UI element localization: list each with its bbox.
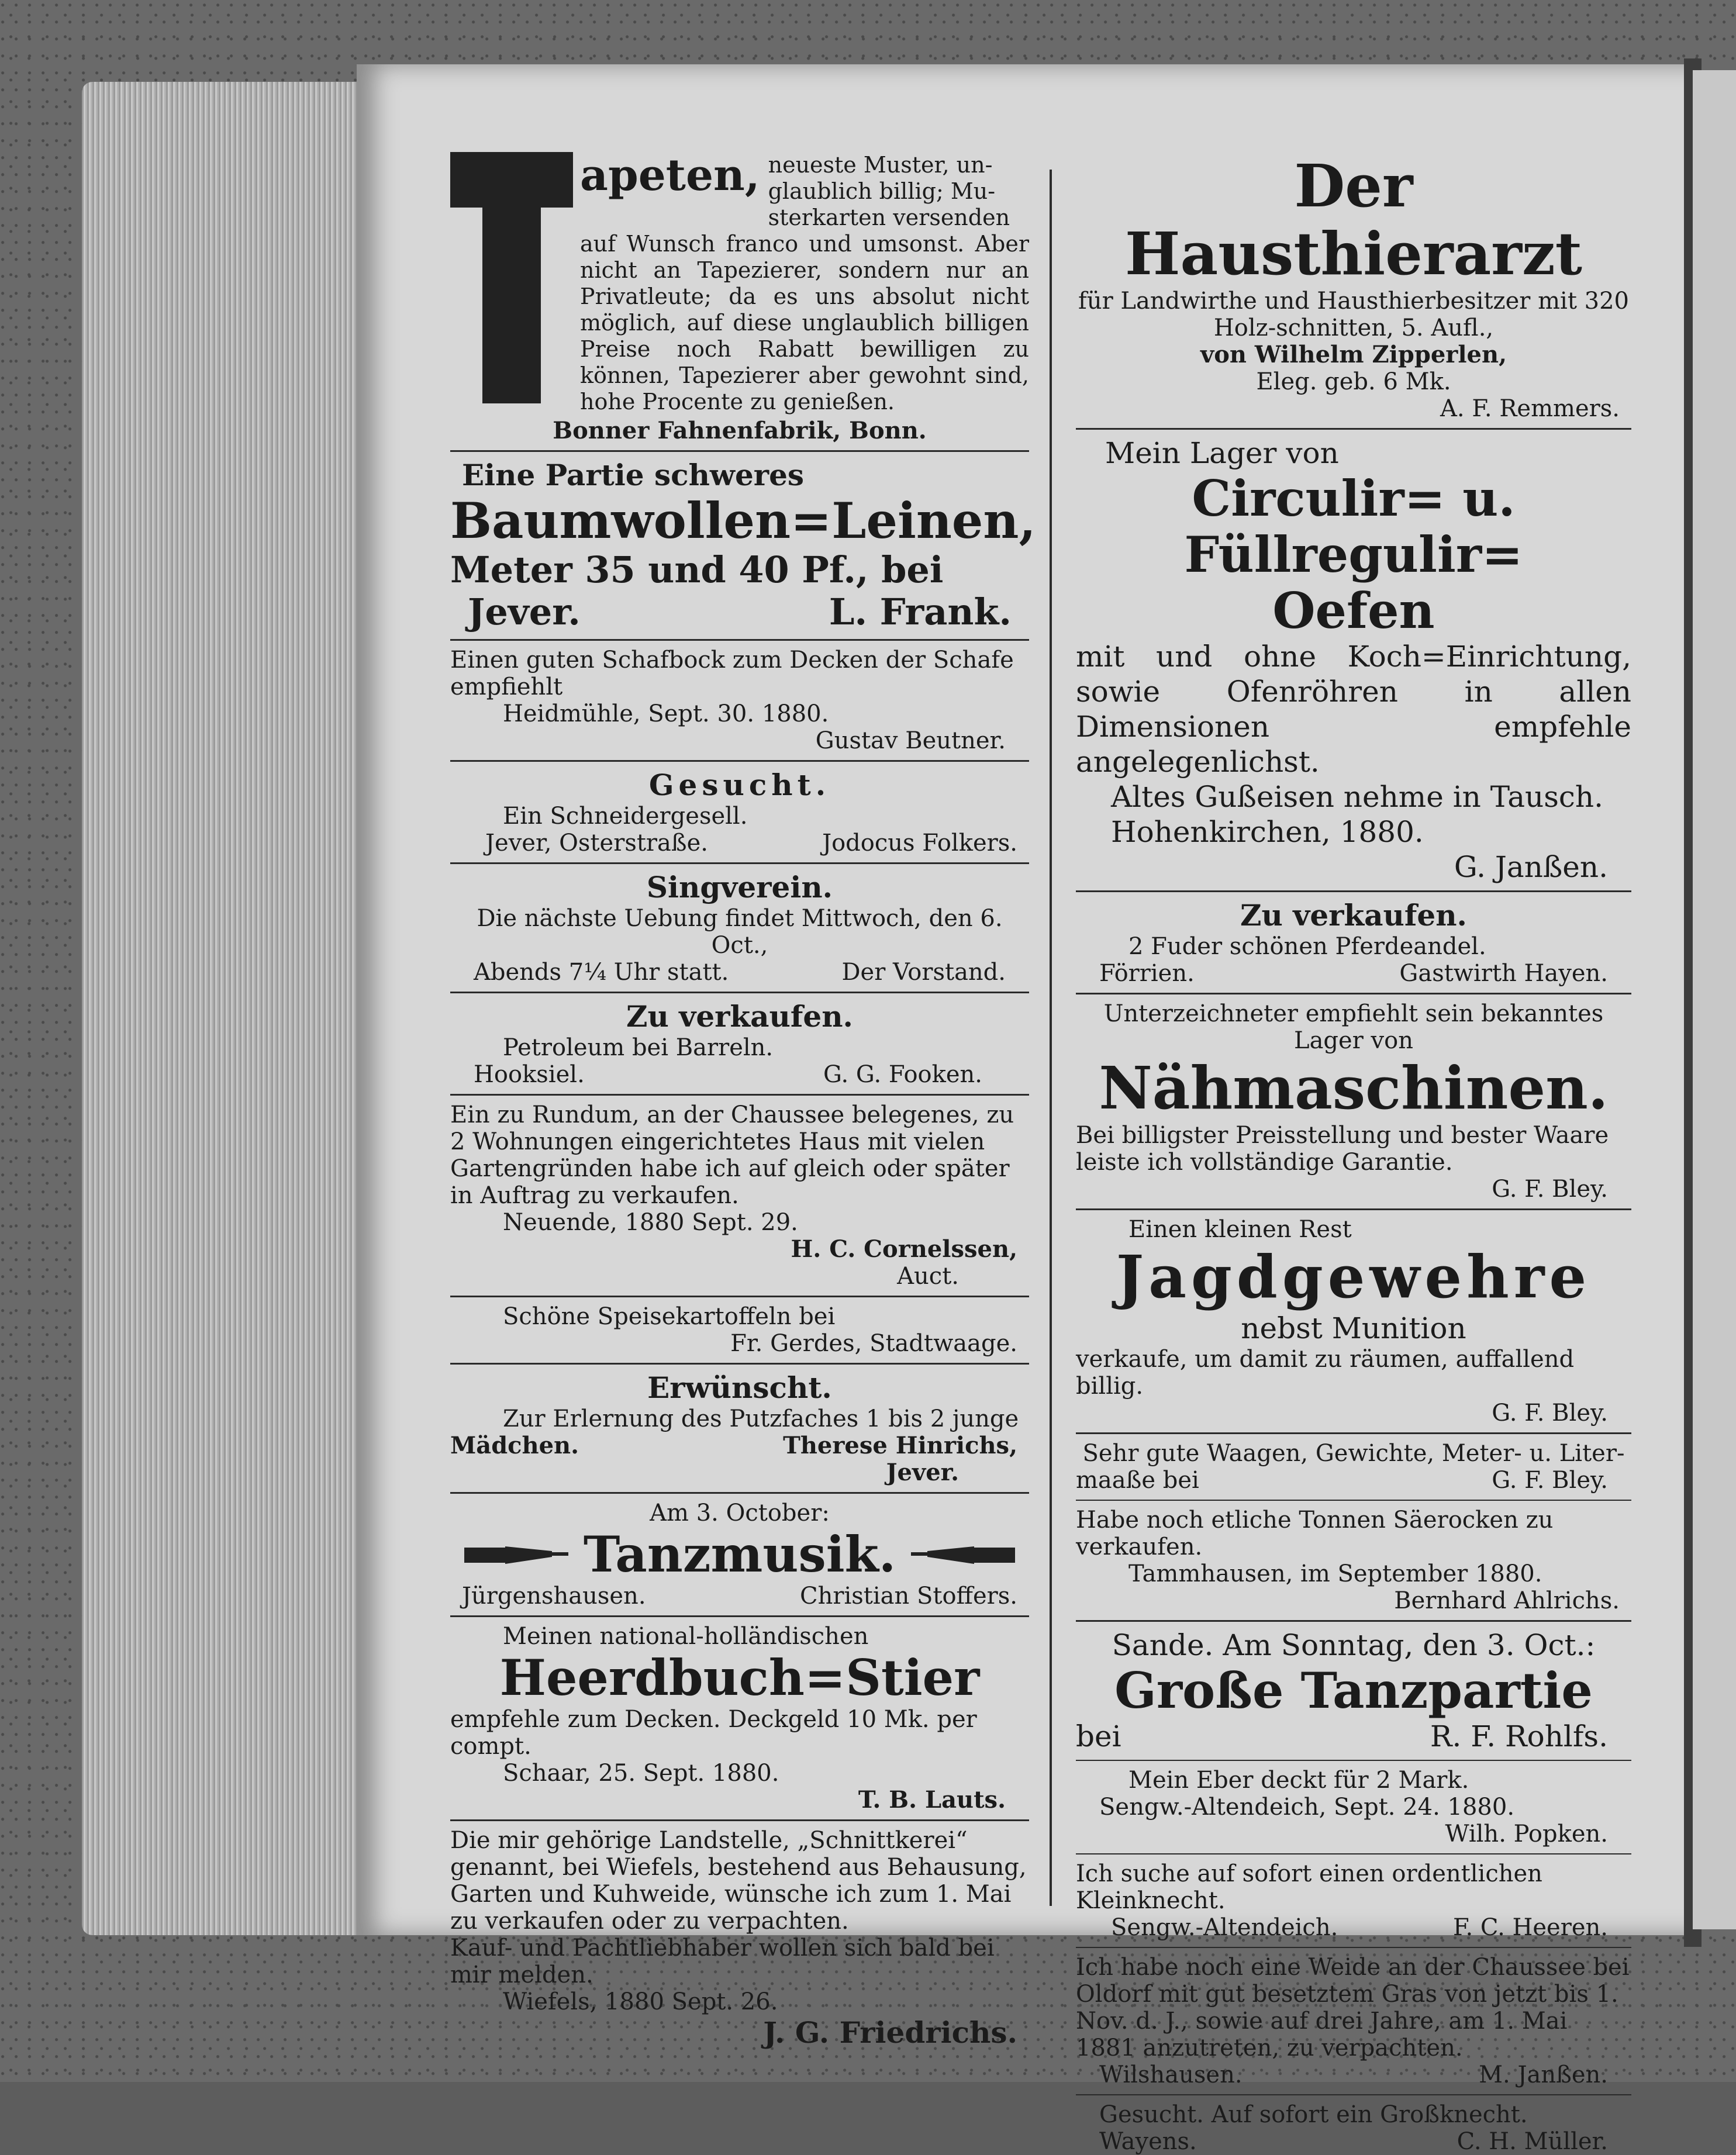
jagd-pre: Einen kleinen Rest <box>1128 1216 1352 1243</box>
ad-tapeten <box>450 152 1029 444</box>
ad-haus <box>450 1101 1029 1290</box>
ad-grossknecht <box>1076 2101 1631 2155</box>
naehmaschinen-headline: Nähmaschinen. <box>1099 1054 1609 1123</box>
haus-text: Ein zu Rundum, an der Chaussee belegenes, zu 2 Wohnungen eingerichtetes Haus mit vielen Gartengründen habe ich auf gleich oder später in Auftrag zu verkaufen. <box>450 1101 1014 1209</box>
landstelle-text: Die mir gehörige Landstelle, „Schnittkerei“ genannt, bei Wiefels, bestehend aus Behausung, Garten und Kuhweide, wünsche ich zum 1. Mai zu verkaufen oder zu verpachten. <box>450 1827 1027 1935</box>
ad-eber <box>1076 1767 1631 1847</box>
ad-stier <box>450 1623 1029 1814</box>
landstelle-text-2: Kauf- und Pachtliebhaber wollen sich bald bei mir melden. <box>450 1935 995 1988</box>
tanz-place: Jürgenshausen. <box>462 1583 646 1610</box>
waagen-line-2: maaße bei <box>1076 1467 1199 1494</box>
column-divider <box>1050 170 1052 1906</box>
stier-name: T. B. Lauts. <box>858 1786 1006 1814</box>
naehmaschinen-body: Bei billigster Preisstellung und bester Waare leiste ich vollständige Garantie. <box>1076 1122 1609 1176</box>
ad-gesucht <box>450 768 1029 857</box>
jagd-name: G. F. Bley. <box>1492 1400 1608 1427</box>
next-page-edge <box>1693 70 1736 1929</box>
ad-landstelle <box>450 1827 1029 2050</box>
eber-name: Wilh. Popken. <box>1445 1821 1608 1847</box>
oefen-line-2: Altes Gußeisen nehme in Tausch. <box>1111 780 1604 814</box>
ad-sande <box>1076 1628 1631 1754</box>
baumwolle-line-3: Meter 35 und 40 Pf., bei <box>450 548 944 591</box>
oefen-date: Hohenkirchen, 1880. <box>1111 815 1424 849</box>
knecht-place: Sengw.-Altendeich. <box>1111 1914 1338 1941</box>
haus-title: Auct. <box>897 1263 959 1290</box>
gesucht-place: Jever, Osterstraße. <box>485 830 708 857</box>
sande-bei: bei <box>1076 1719 1121 1753</box>
tanz-pre: Am 3. October: <box>650 1500 830 1527</box>
schafbock-signature: Gustav Beutner. <box>815 727 1006 754</box>
jagd-body: verkaufe, um damit zu räumen, auffallend billig. <box>1076 1346 1575 1400</box>
pointing-hand-left-icon <box>910 1537 1015 1572</box>
pointing-hand-right-icon <box>464 1537 570 1572</box>
baumwolle-line-1: Eine Partie schweres <box>462 458 805 492</box>
tierarzt-signature: A. F. Remmers. <box>1440 395 1620 422</box>
ad-kleinknecht <box>1076 1860 1631 1941</box>
weide-text: Ich habe noch eine Weide an der Chaussee bei Oldorf mit gut besetztem Gras von jetzt bis 1. Nov. d. J., sowie auf drei Jahre, am 1. Mai 1881 anzutreten, zu verpachten. <box>1076 1954 1630 2061</box>
waagen-name: G. F. Bley. <box>1492 1467 1608 1494</box>
tapeten-text-3: sterkarten versenden <box>768 205 1010 230</box>
landstelle-name: J. G. Friedrichs. <box>763 2015 1017 2050</box>
pferde-name: Gastwirth Hayen. <box>1399 960 1608 987</box>
oefen-body: mit und ohne Koch=Einrichtung, sowie Ofenröhren in allen Dimensionen empfehle angelegenlichst. <box>1076 640 1631 779</box>
kartoffeln-line-1: Schöne Speisekartoffeln bei <box>503 1303 836 1330</box>
singverein-signature: Der Vorstand. <box>841 959 1006 986</box>
saeroecken-date: Tammhausen, im September 1880. <box>1128 1560 1542 1587</box>
tapeten-text-1: neueste Muster, un- <box>768 152 993 178</box>
kartoffeln-line-2: Fr. Gerdes, Stadtwaage. <box>730 1330 1017 1357</box>
naehmaschinen-name: G. F. Bley. <box>1492 1176 1608 1203</box>
petroleum-headline: Zu verkaufen. <box>626 999 853 1034</box>
left-column <box>450 150 1036 2050</box>
ad-singverein <box>450 870 1029 986</box>
erwuenscht-place: Jever. <box>886 1459 959 1486</box>
pferde-place: Förrien. <box>1099 960 1195 987</box>
erwuenscht-name: Therese Hinrichs, <box>783 1432 1017 1459</box>
ad-oefen <box>1076 436 1631 885</box>
tanz-name: Christian Stoffers. <box>799 1583 1017 1610</box>
ad-weide <box>1076 1954 1631 2088</box>
tapeten-headline: apeten, <box>580 150 760 201</box>
gesucht-line-1: Ein Schneidergesell. <box>503 803 748 830</box>
erwuenscht-headline: Erwünscht. <box>647 1370 832 1405</box>
ad-tanzmusik <box>450 1500 1029 1610</box>
schafbock-text: Einen guten Schafbock zum Decken der Schafe empfiehlt <box>450 647 1014 700</box>
ad-hausthierarzt <box>1076 152 1631 422</box>
ad-schafbock <box>450 647 1029 754</box>
gesucht-headline: Gesucht. <box>648 768 831 802</box>
ad-pferde <box>1076 898 1631 987</box>
ad-naehmaschinen <box>1076 1000 1631 1203</box>
petroleum-name: G. G. Fooken. <box>823 1061 982 1088</box>
baumwolle-headline: Baumwollen=Leinen, <box>450 492 1036 550</box>
singverein-line-1: Die nächste Uebung findet Mittwoch, den 6. Oct., <box>477 905 1003 959</box>
grossknecht-line-1: Gesucht. Auf sofort ein Großknecht. <box>1099 2101 1528 2128</box>
singverein-line-2: Abends 7¼ Uhr statt. <box>474 959 729 986</box>
oefen-headline-2: Oefen <box>1272 582 1435 640</box>
sande-name: R. F. Rohlfs. <box>1430 1719 1608 1753</box>
stier-line-1: empfehle zum Decken. Deckgeld 10 Mk. per compt. <box>450 1706 977 1760</box>
knecht-text: Ich suche auf sofort einen ordentlichen Kleinknecht. <box>1076 1860 1542 1914</box>
ad-baumwolle <box>450 458 1036 633</box>
schafbock-date: Heidmühle, Sept. 30. 1880. <box>503 700 829 727</box>
stier-date: Schaar, 25. Sept. 1880. <box>503 1760 779 1787</box>
oefen-name: G. Janßen. <box>1454 850 1608 884</box>
gesucht-name: Jodocus Folkers. <box>822 830 1017 857</box>
oefen-line-1: Mein Lager von <box>1105 436 1339 470</box>
jagd-sub: nebst Munition <box>1241 1311 1466 1345</box>
saeroecken-name: Bernhard Ahlrichs. <box>1394 1587 1620 1614</box>
baumwolle-place: Jever. <box>468 590 581 633</box>
ad-saeroecken <box>1076 1507 1631 1614</box>
singverein-headline: Singverein. <box>646 870 833 904</box>
saeroecken-text: Habe noch etliche Tonnen Säerocken zu verkaufen. <box>1076 1507 1554 1560</box>
tierarzt-headline: Der Hausthierarzt <box>1125 151 1582 288</box>
eber-line-1: Mein Eber deckt für 2 Mark. <box>1128 1767 1469 1794</box>
knecht-name: F. C. Heeren. <box>1452 1914 1608 1941</box>
waagen-line-1: Sehr gute Waagen, Gewichte, Meter- u. Liter- <box>1082 1440 1625 1467</box>
tapeten-signature: Bonner Fahnenfabrik, Bonn. <box>553 417 927 444</box>
weide-name: M. Janßen. <box>1479 2061 1608 2088</box>
ad-erwuenscht <box>450 1370 1029 1486</box>
ad-jagdgewehre <box>1076 1216 1631 1427</box>
tanz-headline: Tanzmusik. <box>583 1525 896 1583</box>
tapeten-text-2: glaublich billig; Mu- <box>768 178 996 204</box>
pferde-headline: Zu verkaufen. <box>1240 898 1467 933</box>
sande-line-1: Sande. Am Sonntag, den 3. Oct.: <box>1112 1628 1596 1662</box>
petroleum-place: Hooksiel. <box>474 1061 585 1088</box>
tierarzt-line-1: für Landwirthe und Hausthierbesitzer mit 320 Holz-schnitten, 5. Aufl., <box>1078 288 1629 341</box>
oefen-headline-1: Circulir= u. Füllregulir= <box>1184 469 1523 583</box>
eber-date: Sengw.-Altendeich, Sept. 24. 1880. <box>1099 1794 1515 1821</box>
sande-headline: Große Tanzpartie <box>1114 1662 1593 1719</box>
drop-cap-T <box>450 152 573 403</box>
ad-petroleum <box>450 999 1029 1088</box>
grossknecht-name: C. H. Müller. <box>1457 2128 1608 2155</box>
tierarzt-line-2: von Wilhelm Zipperlen, <box>1200 341 1507 368</box>
stier-pre: Meinen national-holländischen <box>503 1623 869 1650</box>
haus-name: H. C. Cornelssen, <box>791 1235 1017 1263</box>
jagd-headline: Jagdgewehre <box>1116 1242 1592 1311</box>
erwuenscht-line-1: Zur Erlernung des Putzfaches 1 bis 2 junge <box>503 1405 1019 1432</box>
baumwolle-name: L. Frank. <box>829 590 1012 633</box>
ad-kartoffeln <box>450 1303 1029 1357</box>
stier-headline: Heerdbuch=Stier <box>499 1649 980 1707</box>
grossknecht-place: Wayens. <box>1099 2128 1197 2155</box>
naehmaschinen-pre: Unterzeichneter empfiehlt sein bekanntes Lager von <box>1103 1000 1604 1054</box>
landstelle-date: Wiefels, 1880 Sept. 26. <box>503 1988 778 2015</box>
right-column <box>1076 152 1631 2155</box>
page-stack-edge <box>82 82 363 1935</box>
pferde-line-1: 2 Fuder schönen Pferdeandel. <box>1128 933 1486 960</box>
petroleum-line-1: Petroleum bei Barreln. <box>503 1034 774 1061</box>
tapeten-body: auf Wunsch franco und umsonst. Aber nicht an Tapezierer, sondern nur an Privatleute; da es uns absolut nicht möglich, auf diese unglaublich billigen Preise noch Rabatt bewilligen zu können, Tapezierer aber gewohnt sind, hohe Procente zu genießen. <box>580 231 1029 415</box>
ad-waagen <box>1076 1440 1631 1494</box>
haus-date: Neuende, 1880 Sept. 29. <box>503 1209 798 1236</box>
erwuenscht-line-2: Mädchen. <box>450 1432 579 1459</box>
weide-place: Wilshausen. <box>1099 2061 1243 2088</box>
tierarzt-line-3: Eleg. geb. 6 Mk. <box>1256 368 1451 395</box>
